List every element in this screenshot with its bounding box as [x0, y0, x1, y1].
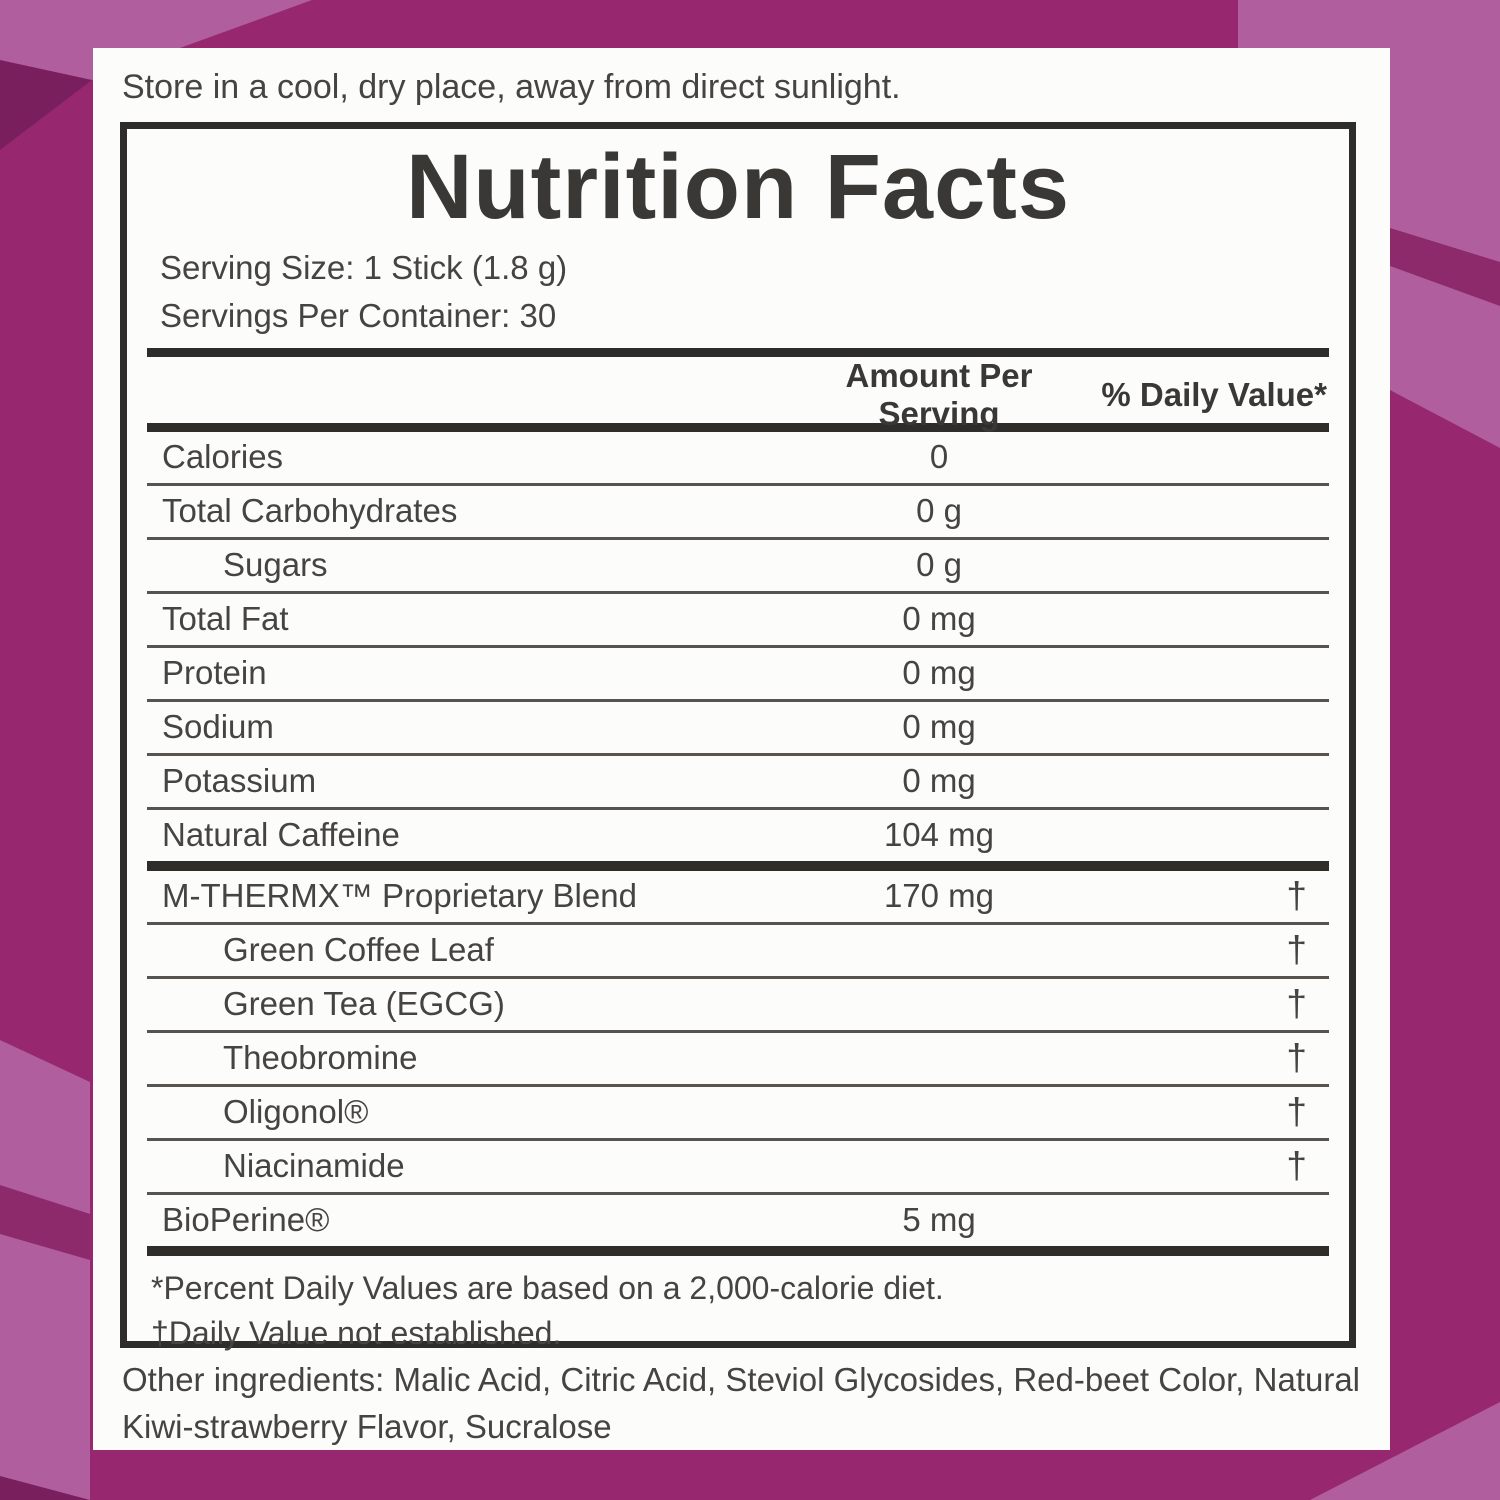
table-row: [147, 1087, 1329, 1141]
row-name: Theobromine: [223, 1039, 418, 1077]
table-row: [147, 979, 1329, 1033]
table-header: [147, 356, 1329, 432]
header-amount-per-serving: Amount Per Serving: [845, 356, 1033, 432]
label-sheet: [93, 48, 1390, 1450]
table-row: [147, 1195, 1329, 1256]
row-name: Sodium: [162, 708, 274, 746]
table-row: [147, 1141, 1329, 1195]
serving-size: Serving Size: 1 Stick (1.8 g): [160, 248, 568, 286]
row-name: M-THERMX™ Proprietary Blend: [162, 877, 637, 915]
nutrition-facts-box: [120, 122, 1356, 1351]
row-daily-value: †: [1286, 983, 1307, 1025]
divider-thick: [147, 348, 1329, 357]
table-row: [147, 1033, 1329, 1087]
footnote-percent: *Percent Daily Values are based on a 2,000-calorie diet.: [151, 1269, 944, 1306]
row-daily-value: †: [1286, 875, 1307, 917]
row-name: BioPerine®: [162, 1201, 330, 1239]
table-row: [147, 486, 1329, 540]
row-amount: 104 mg: [883, 816, 995, 854]
row-name: Protein: [162, 654, 267, 692]
row-amount: 5 mg: [902, 1201, 976, 1239]
row-name: Total Carbohydrates: [162, 492, 458, 530]
row-amount: 0 g: [916, 546, 962, 584]
row-amount: 0 mg: [902, 600, 976, 638]
row-daily-value: †: [1286, 1037, 1307, 1079]
row-name: Green Tea (EGCG): [223, 985, 505, 1023]
row-daily-value: †: [1286, 1145, 1307, 1187]
row-amount: 0 mg: [902, 708, 976, 746]
table-row: [147, 702, 1329, 756]
row-daily-value: †: [1286, 929, 1307, 971]
storage-note: Store in a cool, dry place, away from direct sunlight.: [122, 68, 901, 106]
row-name: Potassium: [162, 762, 317, 800]
table-row: [147, 925, 1329, 979]
row-daily-value: †: [1286, 1091, 1307, 1133]
footnotes: [151, 1266, 1329, 1356]
table-row: [147, 648, 1329, 702]
row-name: Niacinamide: [223, 1147, 405, 1185]
row-amount: 0 mg: [902, 654, 976, 692]
row-amount: 0: [929, 438, 949, 476]
row-name: Total Fat: [162, 600, 289, 638]
row-amount: 0 mg: [902, 762, 976, 800]
divider-thick: [147, 423, 1329, 432]
table-row: [147, 540, 1329, 594]
nutrition-rows: [147, 432, 1329, 1256]
row-amount: 0 g: [916, 492, 962, 530]
servings-per-container: Servings Per Container: 30: [160, 296, 557, 334]
row-amount: 170 mg: [883, 877, 995, 915]
other-ingredients: Other ingredients: Malic Acid, Citric Acid, Steviol Glycosides, Red-beet Color, Natural Kiwi-strawberry Flavor, Sucralose: [122, 1361, 1361, 1445]
table-row: [147, 594, 1329, 648]
header-daily-value: % Daily Value*: [1101, 375, 1327, 413]
row-name: Green Coffee Leaf: [223, 931, 494, 969]
row-name: Oligonol®: [223, 1093, 369, 1131]
footnote-dagger: †Daily Value not established.: [151, 1314, 562, 1351]
nutrition-facts-title: Nutrition Facts: [405, 136, 1071, 238]
table-row: [147, 756, 1329, 810]
table-row: [147, 432, 1329, 486]
table-row: [147, 810, 1329, 871]
table-row: [147, 871, 1329, 925]
bg-shape-left-light: [0, 1040, 90, 1500]
row-name: Calories: [162, 438, 284, 476]
row-name: Natural Caffeine: [162, 816, 400, 854]
row-name: Sugars: [223, 546, 328, 584]
